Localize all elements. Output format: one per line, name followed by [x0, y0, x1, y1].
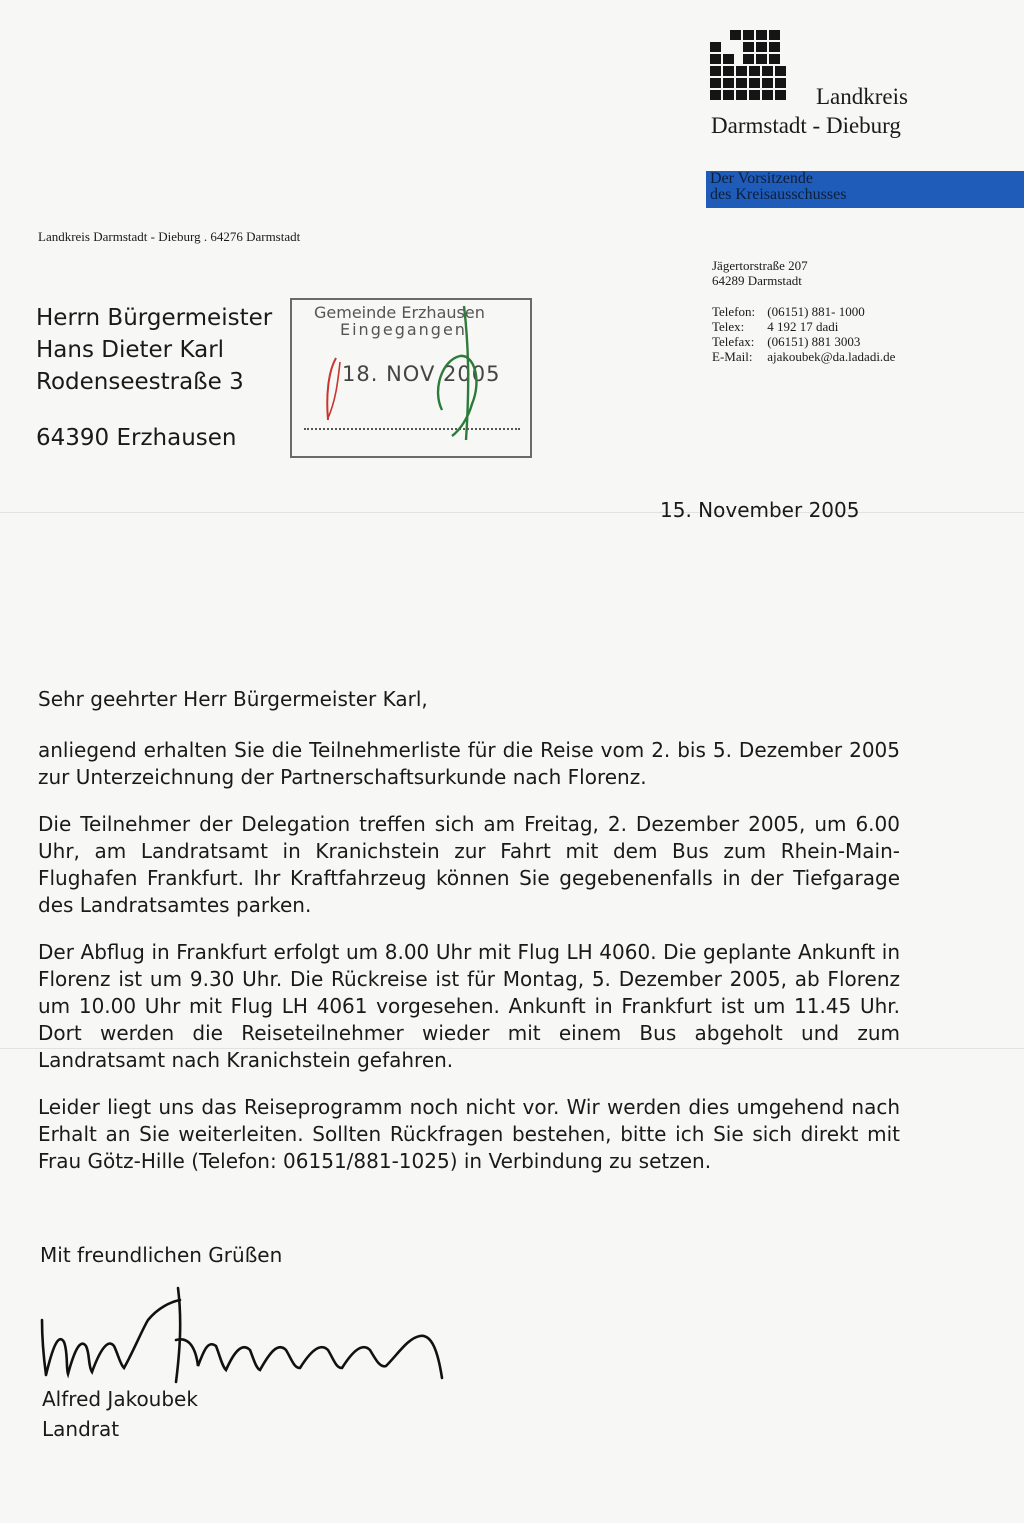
recipient-address — [36, 302, 272, 454]
telex-value: 4 192 17 dadi — [767, 319, 839, 334]
email-value: ajakoubek@da.ladadi.de — [767, 349, 896, 364]
signer-block — [42, 1384, 198, 1444]
salutation: Sehr geehrter Herr Bürgermeister Karl, — [38, 687, 428, 711]
recipient-line: Herrn Bürgermeister — [36, 305, 273, 331]
closing: Mit freundlichen Grüßen — [40, 1243, 283, 1267]
landkreis-logo — [710, 30, 786, 102]
contact-block — [712, 258, 895, 364]
department-banner — [706, 171, 1024, 208]
fax-label: Telefax: — [712, 334, 755, 349]
contact-telex-row — [712, 319, 895, 334]
paragraph: Die Teilnehmer der Delegation treffen sich am Freitag, 2. Dezember 2005, um 6.00 Uhr, am Landratsamt in Kranichstein zur Fahrt mit dem Bus zum Rhein-Main-Flughafen Frankfurt. Ihr Kraftfahrzeug können Sie gegebenenfalls in der Tiefgarage des Landratsamtes parken. — [38, 812, 900, 917]
contact-email-row — [712, 349, 895, 364]
recipient-line: 64390 Erzhausen — [36, 425, 237, 451]
recipient-line: Hans Dieter Karl — [36, 337, 225, 363]
telex-label: Telex: — [712, 319, 745, 334]
email-label: E-Mail: — [712, 349, 753, 364]
handwritten-marks — [292, 300, 530, 456]
signature — [30, 1280, 460, 1390]
stamp-date: 18. NOV 2005 — [342, 362, 501, 386]
paragraph: anliegend erhalten Sie die Teilnehmerliste für die Reise vom 2. bis 5. Dezember 2005 zur Unterzeichnung der Partnerschaftsurkunde nach Florenz. — [38, 738, 900, 789]
org-region: Darmstadt - Dieburg — [711, 113, 901, 138]
recipient-line: Rodenseestraße 3 — [36, 369, 244, 395]
signer-name: Alfred Jakoubek — [42, 1387, 198, 1411]
org-name: Landkreis — [816, 84, 908, 109]
received-stamp — [290, 298, 532, 458]
paragraph: Leider liegt uns das Reiseprogramm noch nicht vor. Wir werden dies umgehend nach Erhalt an Sie weiterleiten. Sollten Rückfragen bestehen, bitte ich Sie sich direkt mit Frau Götz-Hille (Telefon: 06151/881-1025) in Verbindung zu setzen. — [38, 1095, 900, 1173]
contact-fax-row — [712, 334, 895, 349]
contact-phone-row — [712, 304, 895, 319]
phone-value: (06151) 881- 1000 — [767, 304, 865, 319]
letter-date: 15. November 2005 — [660, 498, 860, 522]
department-line: Der Vorsitzende — [710, 170, 813, 187]
stamp-line: Eingegangen — [340, 320, 467, 339]
paragraph: Der Abflug in Frankfurt erfolgt um 8.00 Uhr mit Flug LH 4060. Die geplante Ankunft in Florenz ist um 9.30 Uhr. Die Rückreise ist für Montag, 5. Dezember 2005, ab Florenz um 10.00 Uhr mit Flug LH 4061 vorgesehen. Ankunft in Frankfurt ist um 11.45 Uhr. Dort werden die Reiseteilnehmer wieder mit einem Bus abgeholt und zum Landratsamt nach Kranichstein gefahren. — [38, 940, 900, 1072]
fold-line — [0, 512, 1024, 513]
contact-street: Jägertorstraße 207 — [712, 258, 808, 273]
signer-title: Landrat — [42, 1417, 120, 1441]
stamp-line: Gemeinde Erzhausen — [314, 303, 485, 322]
department-line: des Kreisausschusses — [710, 186, 847, 203]
fax-value: (06151) 881 3003 — [767, 334, 861, 349]
phone-label: Telefon: — [712, 304, 756, 319]
contact-city: 64289 Darmstadt — [712, 273, 802, 288]
return-address: Landkreis Darmstadt - Dieburg . 64276 Darmstadt — [38, 229, 301, 244]
letter-body — [38, 686, 900, 1195]
